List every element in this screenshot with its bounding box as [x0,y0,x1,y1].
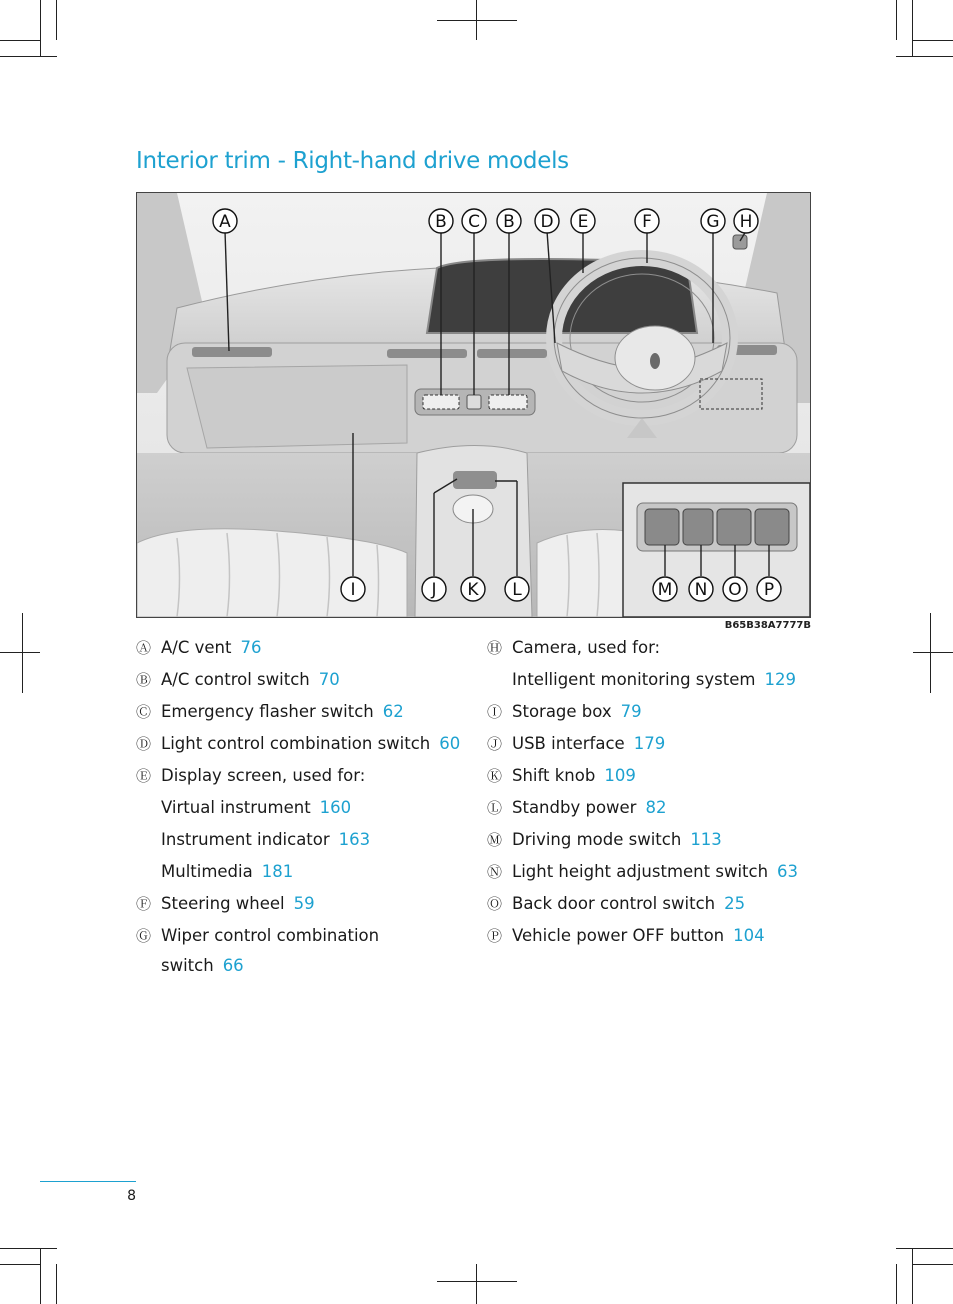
callout-label: H [739,212,753,232]
legend-item [487,824,827,856]
legend-label-cont: switch [161,956,214,975]
callout-I [341,577,365,601]
callout-label: B [435,212,447,232]
callout-label: D [540,212,554,232]
page-link[interactable]: 62 [382,702,404,721]
legend-subitem [487,664,827,696]
legend-marker: Ⓑ [136,671,152,689]
legend-item [136,760,476,792]
legend-subitem [136,824,476,856]
callout-label: E [577,212,589,232]
legend-sublabel: Virtual instrument [161,798,311,817]
callout-H [734,209,758,233]
legend-label: Driving mode switch [512,830,682,849]
crop-mark [0,56,57,57]
legend-marker: Ⓗ [487,639,503,657]
crop-mark [896,1248,953,1249]
legend-label: A/C control switch [161,670,310,689]
page-link[interactable]: 109 [604,766,636,785]
legend-marker: Ⓜ [487,831,503,849]
crop-mark [0,1264,40,1265]
callout-label: I [350,580,356,600]
legend-label: Light control combination switch [161,734,431,753]
page-link[interactable]: 104 [733,926,765,945]
legend-label: Storage box [512,702,612,721]
crop-mark [913,652,953,653]
callout-label: J [431,580,437,600]
section-title: Interior trim - Right-hand drive models [136,148,569,174]
legend-label: Light height adjustment switch [512,862,769,881]
page-link[interactable]: 76 [240,638,262,657]
callout-label: B [503,212,515,232]
legend-item [136,632,476,664]
legend-marker: Ⓞ [487,895,503,913]
crop-mark [913,40,953,41]
legend-sublabel: Instrument indicator [161,830,330,849]
legend-label: Camera, used for: [512,638,661,657]
callout-O [723,577,747,601]
legend-marker: Ⓔ [136,767,152,785]
legend-marker: Ⓚ [487,767,503,785]
crop-mark [40,1248,41,1304]
callout-C [462,209,486,233]
page-link[interactable]: 79 [620,702,642,721]
legend-right [487,632,827,952]
legend-item [136,664,476,696]
legend-label: Steering wheel [161,894,285,913]
crop-mark [56,0,57,40]
page-link[interactable]: 66 [222,956,244,975]
crop-mark [0,652,40,653]
legend-item [487,632,827,664]
legend-marker: Ⓕ [136,895,152,913]
crop-mark [0,40,40,41]
callout-label: L [512,580,522,600]
callout-G [701,209,725,233]
legend-item [136,696,476,728]
callout-label: N [694,580,708,600]
callout-label: M [657,580,673,600]
legend-label: USB interface [512,734,625,753]
callout-label: F [642,212,652,232]
crop-mark [896,56,953,57]
callout-E [571,209,595,233]
page-link[interactable]: 25 [724,894,746,913]
legend-label: Vehicle power OFF button [512,926,725,945]
callout-label: O [728,580,742,600]
callout-label: P [763,580,775,600]
legend-label: Display screen, used for: [161,766,366,785]
callout-M [653,577,677,601]
callout-label: C [468,212,480,232]
callout-F [635,209,659,233]
callout-label: A [219,212,231,232]
crop-mark [22,613,23,693]
callout-D [535,209,559,233]
page-link[interactable]: 70 [318,670,340,689]
callout-N [689,577,713,601]
legend-label: A/C vent [161,638,232,657]
legend-label: Wiper control combination [161,926,380,945]
legend-item [487,792,827,824]
crop-mark [56,1264,57,1304]
crop-mark [896,1264,897,1304]
legend-marker: Ⓙ [487,735,503,753]
legend-item [487,696,827,728]
legend-item [487,888,827,920]
page-number: 8 [127,1188,136,1204]
legend-marker: Ⓟ [487,927,503,945]
callout-label: K [467,580,479,600]
legend-label: Shift knob [512,766,596,785]
crop-mark [930,613,931,693]
callout-J [422,577,446,601]
crop-mark [40,0,41,57]
page-link[interactable]: 59 [293,894,315,913]
footer-rule [40,1181,136,1182]
crop-mark [476,1264,477,1304]
legend-item [487,728,827,760]
legend-item [136,888,476,920]
legend-sublabel: Intelligent monitoring system [512,670,756,689]
page-link[interactable]: 160 [319,798,352,817]
crop-mark [437,1281,517,1282]
callout-A [213,209,237,233]
callout-L [505,577,529,601]
legend-sublabel: Multimedia [161,862,253,881]
legend-item [487,856,827,888]
crop-mark [437,20,517,21]
page-link[interactable]: 129 [764,670,796,689]
legend-marker: Ⓖ [136,927,152,945]
legend-marker: Ⓘ [487,703,503,721]
legend-item [487,760,827,792]
callout-B [429,209,453,233]
page-link[interactable]: 163 [338,830,371,849]
legend-marker: Ⓛ [487,799,503,817]
crop-mark [912,1248,913,1304]
legend-left [136,632,476,980]
legend-item [136,920,476,952]
legend-item [487,920,827,952]
callout-K [461,577,485,601]
legend-subitem [136,856,476,888]
legend-marker: Ⓓ [136,735,152,753]
legend-item [136,728,476,760]
legend-marker: Ⓒ [136,703,152,721]
legend-marker: Ⓐ [136,639,152,657]
page-link[interactable]: 63 [777,862,799,881]
callout-P [757,577,781,601]
legend-label: Emergency flasher switch [161,702,374,721]
page-link[interactable]: 82 [645,798,667,817]
interior-figure [136,192,811,618]
crop-mark [896,0,897,40]
figure-code: B65B38A7777B [724,620,811,631]
callout-B2 [497,209,521,233]
legend-label: Standby power [512,798,637,817]
legend-subitem [136,792,476,824]
legend-marker: Ⓝ [487,863,503,881]
callout-label: G [706,212,720,232]
crop-mark [0,1248,57,1249]
page-link[interactable]: 181 [261,862,294,881]
page-link[interactable]: 113 [690,830,722,849]
legend-continuation [136,952,476,980]
page-link[interactable]: 60 [439,734,461,753]
crop-mark [912,0,913,57]
page-link[interactable]: 179 [633,734,666,753]
legend-label: Back door control switch [512,894,716,913]
crop-mark [913,1264,953,1265]
